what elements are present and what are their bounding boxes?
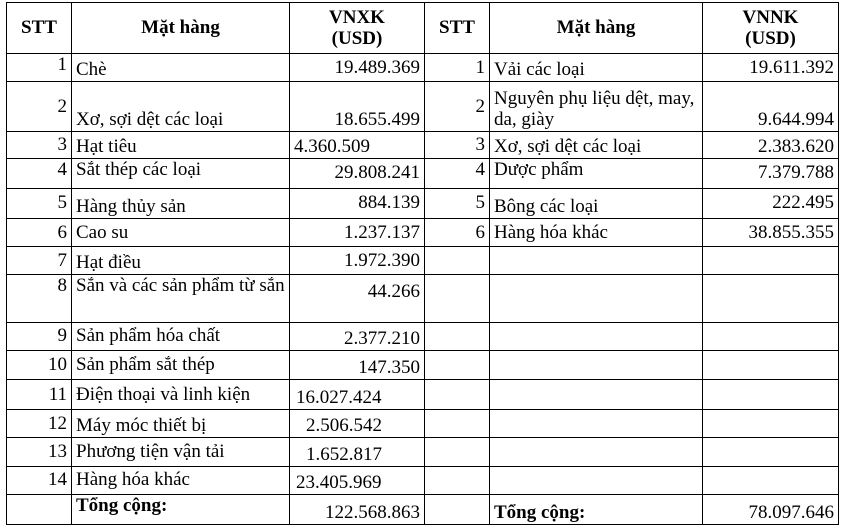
export-item: Phương tiện vận tải (72, 438, 290, 466)
empty-cell (425, 275, 490, 322)
export-stt: 5 (7, 188, 72, 218)
table-row (7, 188, 839, 218)
import-item: Bông các loại (490, 188, 703, 218)
empty-cell (490, 410, 703, 438)
export-value: 884.139 (290, 188, 425, 218)
export-stt: 4 (7, 158, 72, 188)
import-value-header-line2: (USD) (745, 27, 796, 49)
export-value-header-line2: (USD) (331, 27, 383, 49)
empty-cell (490, 322, 703, 350)
export-stt: 9 (7, 322, 72, 350)
export-value-header-line1: VNXK (329, 6, 385, 28)
export-item: Máy móc thiết bị (72, 410, 290, 438)
export-stt: 14 (7, 466, 72, 494)
empty-cell (703, 380, 839, 410)
export-item: Hàng hóa khác (72, 466, 290, 494)
export-item: Hạt điều (72, 247, 290, 275)
export-value: 16.027.424 (290, 380, 425, 410)
import-stt: 1 (425, 54, 490, 82)
empty-cell (7, 494, 72, 524)
export-value: 44.266 (290, 275, 425, 322)
export-stt-header: STT (7, 3, 72, 54)
import-value: 38.855.355 (703, 219, 839, 247)
table-row (7, 82, 839, 132)
export-stt: 1 (7, 54, 72, 82)
empty-cell (703, 322, 839, 350)
import-stt: 3 (425, 132, 490, 158)
export-item: Hạt tiêu (72, 132, 290, 158)
export-stt: 13 (7, 438, 72, 466)
export-value: 19.489.369 (290, 54, 425, 82)
export-item-header: Mặt hàng (72, 3, 290, 54)
import-item: Vải các loại (490, 54, 703, 82)
empty-cell (703, 247, 839, 275)
import-stt: 2 (425, 82, 490, 132)
empty-cell (425, 438, 490, 466)
table-row (7, 54, 839, 82)
export-stt: 10 (7, 350, 72, 379)
import-value-header-line1: VNNK (742, 6, 799, 28)
export-item: Hàng thủy sản (72, 188, 290, 218)
table-row (7, 275, 839, 322)
export-value: 1.237.137 (290, 219, 425, 247)
empty-cell (490, 380, 703, 410)
import-item: Dược phẩm (490, 158, 703, 188)
total-row (7, 494, 839, 524)
import-value-header (703, 3, 839, 54)
export-value: 1.652.817 (290, 438, 425, 466)
export-value: 2.377.210 (290, 322, 425, 350)
header-row (7, 3, 839, 54)
export-stt: 6 (7, 219, 72, 247)
empty-cell (703, 438, 839, 466)
export-stt: 7 (7, 247, 72, 275)
export-stt: 12 (7, 410, 72, 438)
table-row (7, 158, 839, 188)
export-total-label: Tổng cộng: (72, 494, 290, 524)
empty-cell (490, 247, 703, 275)
import-stt: 5 (425, 188, 490, 218)
export-value: 4.360.509 (290, 132, 425, 158)
export-item: Sắt thép các loại (72, 158, 290, 188)
empty-cell (490, 438, 703, 466)
export-total-value: 122.568.863 (290, 494, 425, 524)
table-row (7, 132, 839, 158)
export-value: 18.655.499 (290, 82, 425, 132)
import-value: 222.495 (703, 188, 839, 218)
import-value: 19.611.392 (703, 54, 839, 82)
import-stt-header: STT (425, 3, 490, 54)
table-row (7, 438, 839, 466)
table-row (7, 466, 839, 494)
export-value: 1.972.390 (290, 247, 425, 275)
trade-table (6, 2, 839, 525)
export-value: 29.808.241 (290, 158, 425, 188)
empty-cell (425, 350, 490, 379)
export-item: Xơ, sợi dệt các loại (72, 82, 290, 132)
import-value: 9.644.994 (703, 82, 839, 132)
export-value-header (290, 3, 425, 54)
import-item: Xơ, sợi dệt các loại (490, 132, 703, 158)
export-stt: 3 (7, 132, 72, 158)
export-value: 23.405.969 (290, 466, 425, 494)
export-value: 147.350 (290, 350, 425, 379)
table-row (7, 380, 839, 410)
empty-cell (490, 275, 703, 322)
export-item: Sắn và các sản phẩm từ sắn (72, 275, 290, 322)
empty-cell (425, 322, 490, 350)
import-stt: 6 (425, 219, 490, 247)
empty-cell (425, 410, 490, 438)
import-item: Hàng hóa khác (490, 219, 703, 247)
table-row (7, 350, 839, 379)
empty-cell (490, 466, 703, 494)
export-item: Sản phẩm sắt thép (72, 350, 290, 379)
import-total-label: Tổng cộng: (490, 494, 703, 524)
empty-cell (703, 350, 839, 379)
export-item: Chè (72, 54, 290, 82)
empty-cell (425, 247, 490, 275)
export-stt: 8 (7, 275, 72, 322)
empty-cell (425, 380, 490, 410)
import-value: 7.379.788 (703, 158, 839, 188)
import-value: 2.383.620 (703, 132, 839, 158)
export-stt: 2 (7, 82, 72, 132)
import-total-value: 78.097.646 (703, 494, 839, 524)
import-item: Nguyên phụ liệu dệt, may, da, giày (490, 82, 703, 132)
export-stt: 11 (7, 380, 72, 410)
table-row (7, 322, 839, 350)
table-row (7, 410, 839, 438)
empty-cell (425, 494, 490, 524)
empty-cell (425, 466, 490, 494)
export-item: Sản phẩm hóa chất (72, 322, 290, 350)
import-item-header: Mặt hàng (490, 3, 703, 54)
table-row (7, 247, 839, 275)
empty-cell (490, 350, 703, 379)
export-value: 2.506.542 (290, 410, 425, 438)
empty-cell (703, 275, 839, 322)
empty-cell (703, 410, 839, 438)
table-row (7, 219, 839, 247)
import-stt: 4 (425, 158, 490, 188)
export-item: Điện thoại và linh kiện (72, 380, 290, 410)
empty-cell (703, 466, 839, 494)
export-item: Cao su (72, 219, 290, 247)
